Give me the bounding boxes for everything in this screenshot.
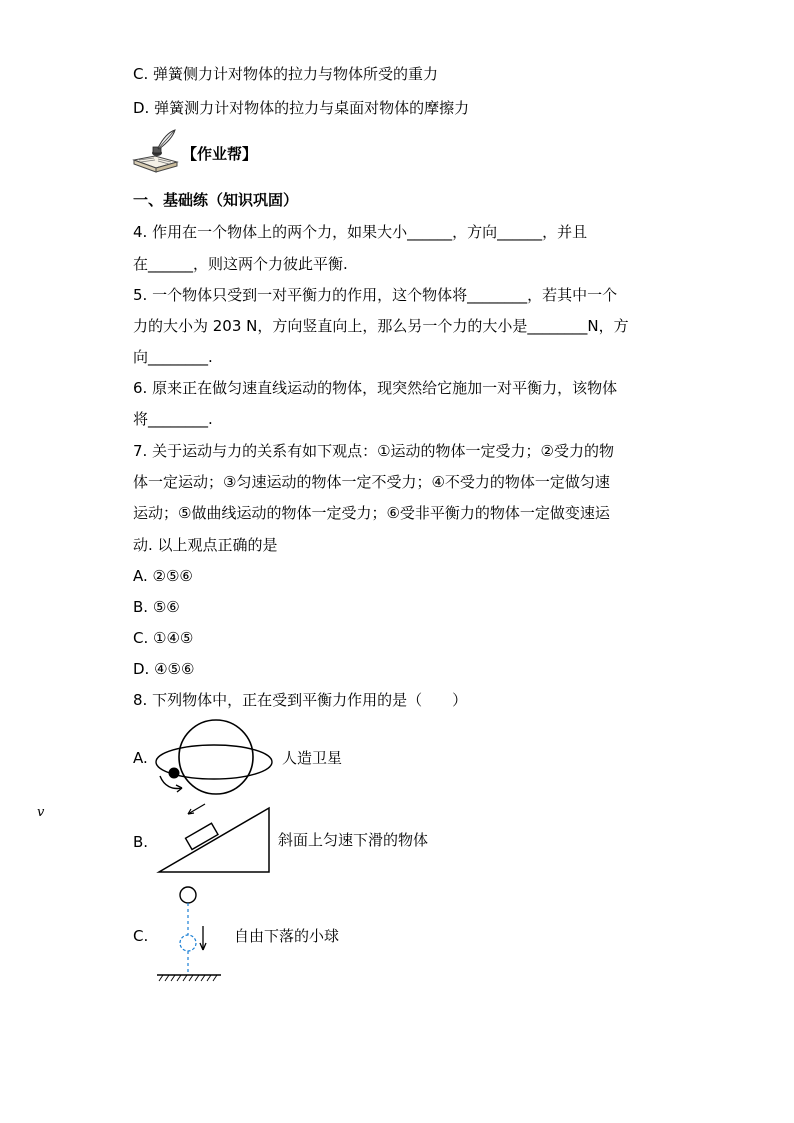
section-title: 一、基础练（知识巩固） [133,191,299,209]
q8-option-c-letter: C. [133,927,149,945]
q7-line2: 体一定运动；③匀速运动的物体一定不受力；④不受力的物体一定做匀速 [133,473,610,491]
q6-line1: 6. 原来正在做匀速直线运动的物体，现突然给它施加一对平衡力，该物体 [133,379,618,397]
q5-line3: 向________. [133,348,213,366]
velocity-symbol: v [37,805,45,820]
q5-line2: 力的大小为 203 N，方向竖直向上，那么另一个力的大小是________N，方 [133,317,629,335]
q8-option-c-caption: 自由下落的小球 [234,927,340,945]
q4-line2: 在______，则这两个力彼此平衡. [133,255,348,273]
q7-option-d: D. ④⑤⑥ [133,660,195,678]
q8-option-a-letter: A. [133,749,148,767]
book-quill-icon [131,128,181,176]
q7-line4: 动. 以上观点正确的是 [133,536,278,554]
q6-line2: 将________. [133,410,213,428]
falling-ball-figure [155,884,225,984]
q8-option-b-caption: 斜面上匀速下滑的物体 [278,831,429,849]
q5-line1: 5. 一个物体只受到一对平衡力的作用，这个物体将________，若其中一个 [133,286,618,304]
q8-option-a-caption: 人造卫星 [282,749,343,767]
q7-line1: 7. 关于运动与力的关系有如下观点：①运动的物体一定受力；②受力的物 [133,442,614,460]
q4-line1: 4. 作用在一个物体上的两个力，如果大小______，方向______，并且 [133,223,588,241]
option-c-line: C. 弹簧侧力计对物体的拉力与物体所受的重力 [133,65,439,83]
q8-option-b-letter: B. [133,833,149,851]
option-d-line: D. 弹簧测力计对物体的拉力与桌面对物体的摩擦力 [133,99,470,117]
q7-line3: 运动；⑤做曲线运动的物体一定受力；⑥受非平衡力的物体一定做变速运 [133,504,610,522]
homework-header: 【作业帮】 [182,145,258,163]
q7-option-c: C. ①④⑤ [133,629,194,647]
q8-stem: 8. 下列物体中，正在受到平衡力作用的是（ ） [133,691,468,709]
incline-block-figure [155,800,275,876]
q7-option-b: B. ⑤⑥ [133,598,180,616]
satellite-orbit-figure [150,718,280,798]
q7-option-a: A. ②⑤⑥ [133,567,193,585]
